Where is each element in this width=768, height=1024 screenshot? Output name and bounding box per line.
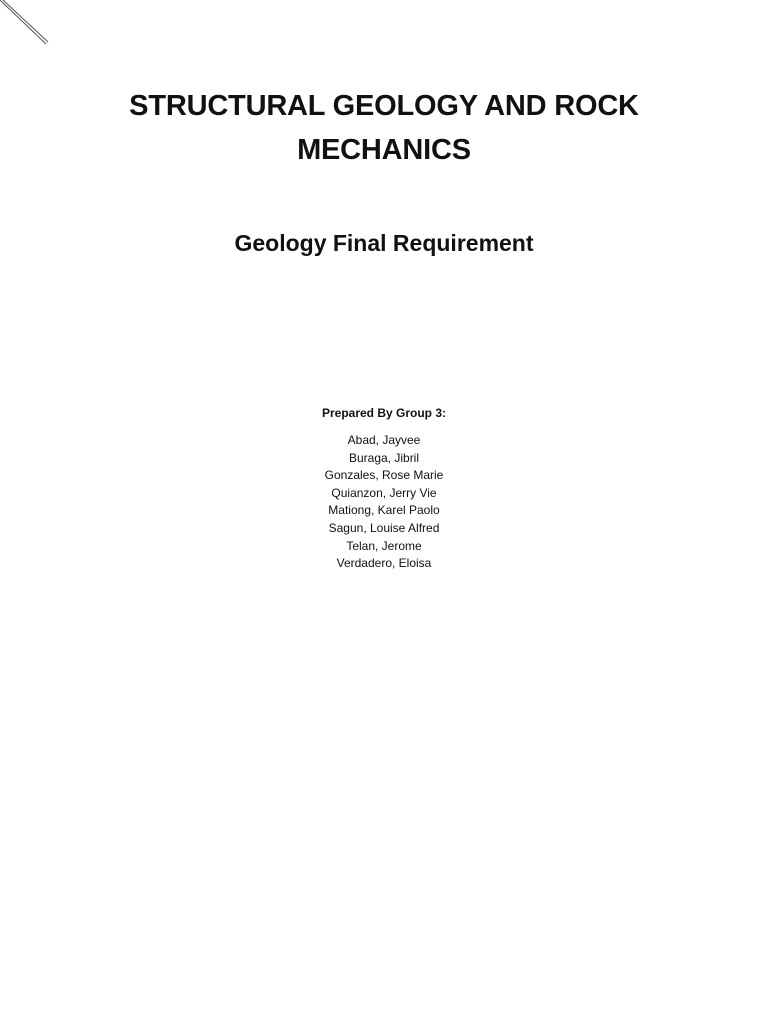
member-name: Mationg, Karel Paolo (328, 503, 440, 518)
corner-line-mark (0, 0, 60, 60)
member-name: Telan, Jerome (346, 538, 422, 553)
member-name: Gonzales, Rose Marie (324, 468, 444, 483)
prepared-by-heading: Prepared By Group 3: (321, 406, 447, 420)
document-subtitle: Geology Final Requirement (234, 230, 534, 256)
group-members-list (234, 432, 534, 573)
member-name: Buraga, Jibril (348, 450, 420, 465)
member-name: Sagun, Louise Alfred (328, 520, 440, 535)
member-name: Verdadero, Eloisa (336, 556, 432, 571)
member-name: Quianzon, Jerry Vie (331, 485, 437, 500)
member-name: Abad, Jayvee (347, 433, 421, 447)
document-title: STRUCTURAL GEOLOGY AND ROCK MECHANICS (129, 90, 639, 166)
